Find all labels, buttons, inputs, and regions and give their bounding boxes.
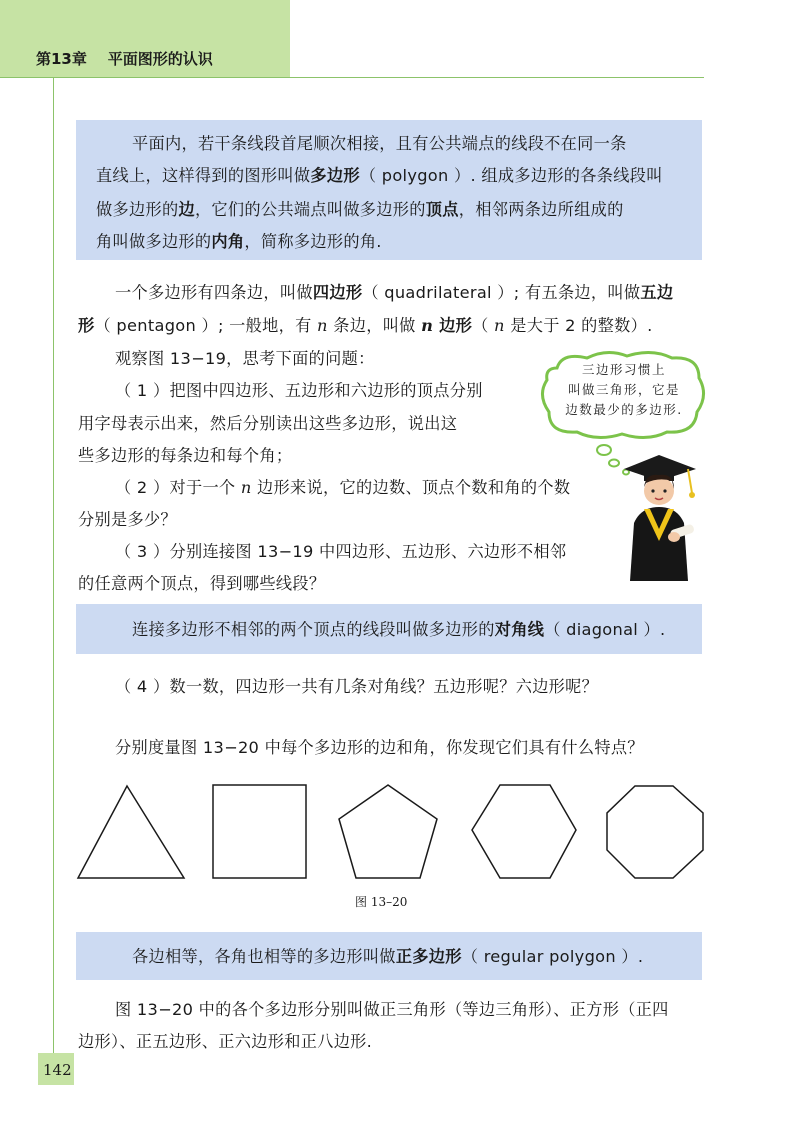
question-3-line-1: （ 3 ）分别连接图 13−19 中四边形、五边形、六边形不相邻 [115,542,567,561]
figure-13-20 [72,782,712,882]
question-3-line-2: 的任意两个顶点，得到哪些线段？ [78,574,326,593]
def3-text: 各边相等，各角也相等的多边形叫做正多边形（ regular polygon ）. [132,947,644,966]
page-number: 142 [43,1061,72,1079]
term-side: 边 [178,200,195,219]
margin-line [53,78,54,1053]
regular-hexagon [472,785,576,878]
regular-octagon [607,786,703,878]
chapter-name: 平面图形的认识 [107,50,213,68]
observe-prompt: 观察图 13−19，思考下面的问题： [115,349,375,368]
thought-bubble-text: 三边形习惯上 叫做三角形，它是 边数最少的多边形. [565,362,683,417]
def1-line-4: 角叫做多边形的内角，简称多边形的角. [96,232,382,251]
term-diagonal: 对角线 [494,620,545,639]
question-1-line-1: （ 1 ）把图中四边形、五边形和六边形的顶点分别 [115,381,483,400]
term-n-gon: 边形 [433,316,473,335]
square [213,785,306,878]
conclusion-line-2: 边形）、正五边形、正六边形和正八边形. [78,1032,373,1051]
term-quadrilateral: 四边形 [312,283,363,302]
term-interior-angle: 内角 [211,232,245,251]
para1-line-1: 一个多边形有四条边，叫做四边形（ quadrilateral ）; 有五条边，叫做五边 [115,283,674,302]
question-2-line-2: 分别是多少？ [78,510,177,529]
para1-line-2: 形（ pentagon ）; 一般地，有 n 条边，叫做 n 边形（ n 是大于 2 的整数）. [78,316,653,335]
regular-triangle [78,786,184,878]
chapter-title [36,48,213,69]
def1-line-2: 直线上，这样得到的图形叫做多边形（ polygon ）. 组成多边形的各条线段叫 [96,166,663,185]
conclusion-line-1: 图 13−20 中的各个多边形分别叫做正三角形（等边三角形）、正方形（正四 [115,1000,669,1019]
term-vertex: 顶点 [425,200,459,219]
regular-pentagon [339,785,437,878]
header-rule [0,77,704,78]
question-2-line-1: （ 2 ）对于一个 n 边形来说，它的边数、顶点个数和角的个数 [115,478,571,497]
term-pentagon: 五边 [640,283,674,302]
figure-caption: 图 13–20 [355,895,408,909]
question-4: （ 4 ）数一数，四边形一共有几条对角线？五边形呢？六边形呢？ [115,677,599,696]
measure-prompt: 分别度量图 13−20 中每个多边形的边和角，你发现它们具有什么特点？ [115,738,644,757]
chapter-number: 第13章 [36,50,87,68]
graduate-student-illustration [616,453,702,583]
term-regular-polygon: 正多边形 [395,947,462,966]
def1-line-3: 做多边形的边，它们的公共端点叫做多边形的顶点，相邻两条边所组成的 [96,200,624,219]
question-1-line-3: 些多边形的每条边和每个角； [78,446,293,465]
def2-text: 连接多边形不相邻的两个顶点的线段叫做多边形的对角线（ diagonal ）. [132,620,666,639]
question-1-line-2: 用字母表示出来，然后分别读出这些多边形，说出这 [78,414,458,433]
def1-line-1: 平面内，若干条线段首尾顺次相接，且有公共端点的线段不在同一条 [132,134,627,153]
term-polygon: 多边形 [310,166,360,185]
